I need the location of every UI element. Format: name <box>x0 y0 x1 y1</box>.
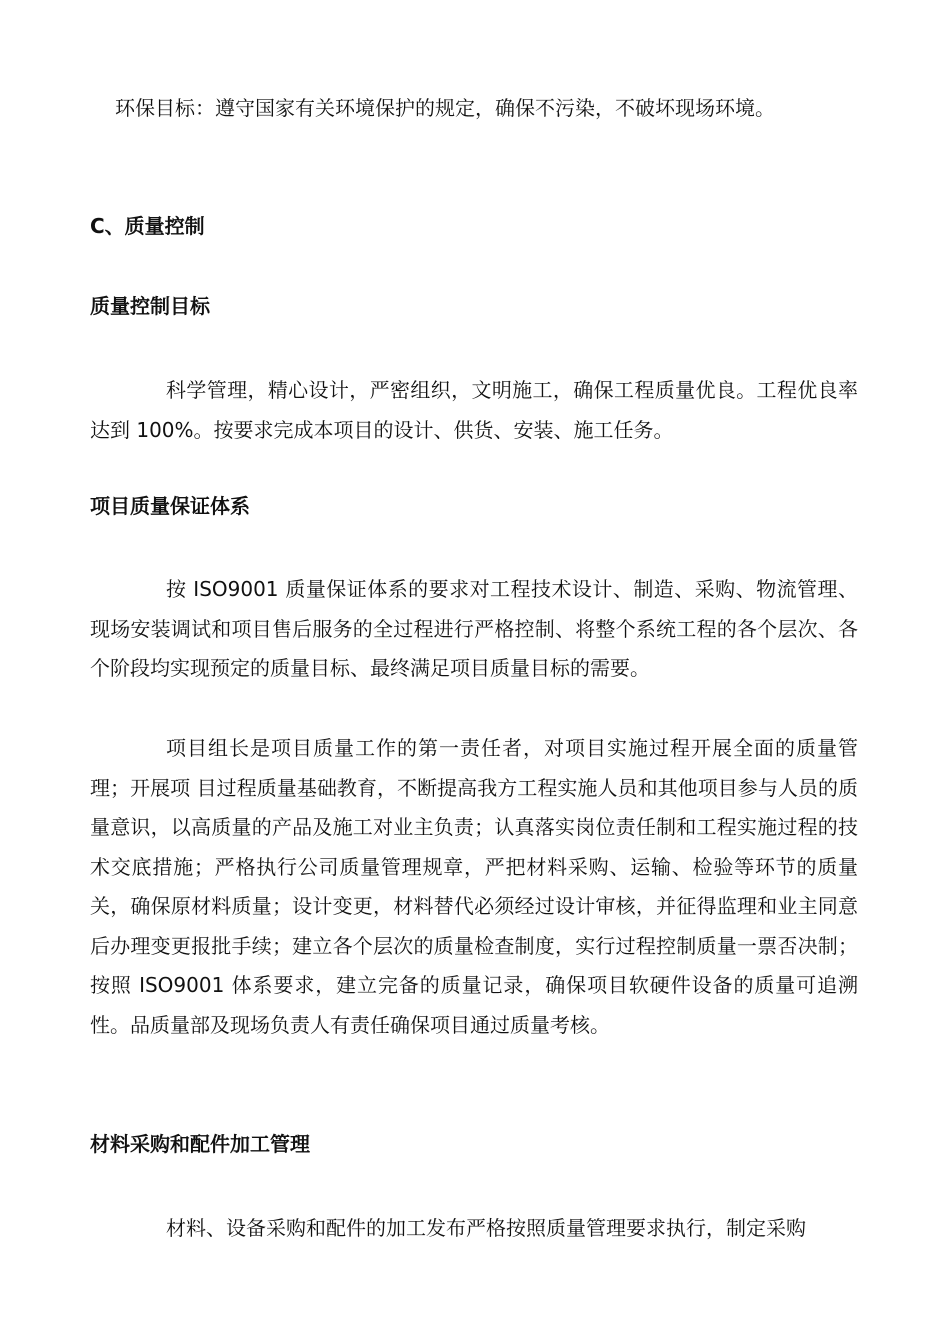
quality-goal-paragraph: 科学管理，精心设计，严密组织，文明施工，确保工程质量优良。工程优良率达到 100%。按要求完成本项目的设计、供货、安装、施工任务。 <box>90 378 858 442</box>
section-heading-quality-control: C、质量控制 <box>90 214 205 238</box>
subheading-material-procurement: 材料采购和配件加工管理 <box>90 1132 310 1156</box>
environmental-goal-text: 环保目标：遵守国家有关环境保护的规定，确保不污染，不破坏现场环境。 <box>115 96 775 120</box>
quality-assurance-paragraph-2: 项目组长是项目质量工作的第一责任者，对项目实施过程开展全面的质量管理；开展项 目过程质量基础教育，不断提高我方工程实施人员和其他项目参与人员的质量意识，以高质量的产品及施工对业主负责；认真落实岗位责任制和工程实施过程的技术交底措施；严格执行公司质量管理规章，严把材料采购、运输、检验等环节的质量关，确保原材料质量；设计变更，材料替代必须经过设计审核，并征得监理和业主同意后办理变更报批手续；建立各个层次的质量检查制度，实行过程控制质量一票否决制；按照 ISO9001 体系要求，建立完备的质量记录，确保项目软硬件设备的质量可追溯性。品质量部及现场负责人有责任确保项目通过质量考核。 <box>90 736 858 1037</box>
subheading-quality-goal: 质量控制目标 <box>90 294 210 318</box>
subheading-quality-assurance-system: 项目质量保证体系 <box>90 494 250 518</box>
material-procurement-paragraph: 材料、设备采购和配件的加工发布严格按照质量管理要求执行，制定采购 <box>166 1216 806 1240</box>
quality-assurance-paragraph-1: 按 ISO9001 质量保证体系的要求对工程技术设计、制造、采购、物流管理、现场安装调试和项目售后服务的全过程进行严格控制、将整个系统工程的各个层次、各个阶段均实现预定的质量目标、最终满足项目质量目标的需要。 <box>90 577 858 680</box>
